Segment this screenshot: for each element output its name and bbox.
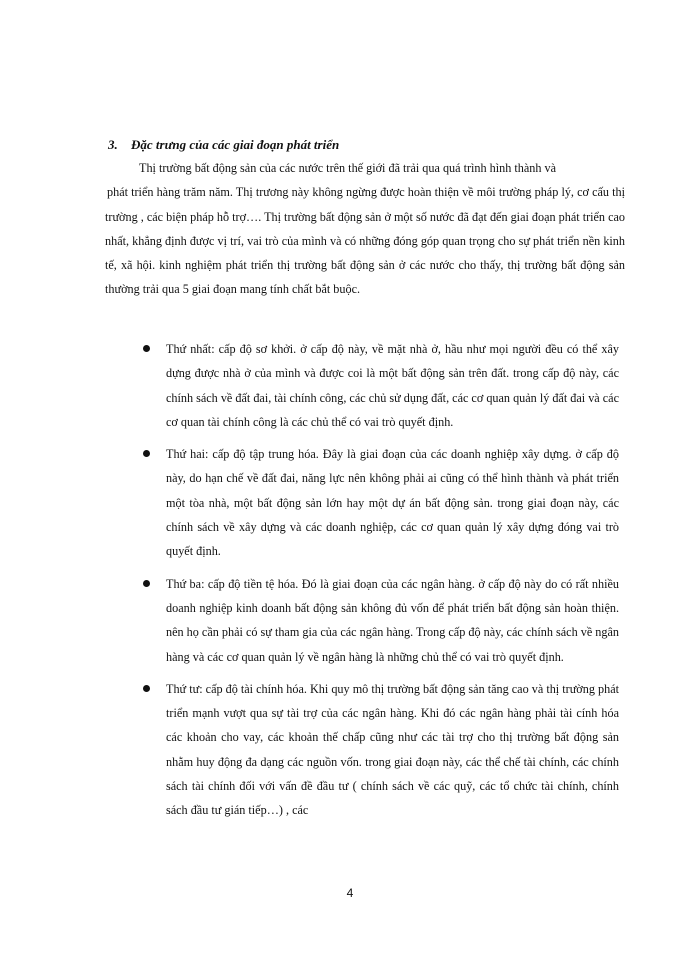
list-item <box>139 442 619 563</box>
intro-first-line: Thị trường bất động sản của các nước trên thế giới đã trải qua quá trình hình thành và <box>139 161 557 175</box>
list-item <box>139 677 619 823</box>
bullet-icon <box>143 685 150 692</box>
stage-list <box>139 337 619 831</box>
bullet-icon <box>143 450 150 457</box>
page-number: 4 <box>346 886 354 900</box>
intro-body: phát triển hàng trăm năm. Thị trương này không ngừng được hoàn thiện về môi trường pháp lý, cơ cấu thị trường , các biện pháp hỗ trợ…. Thị trường bất động sản ở một số nước đã đạt đến giai đoạn phát triển cao nhất, khẳng định được vị trí, vai trò của mình và có những đóng góp quan trọng cho sự phát triển nền kinh tế, xã hội. kinh nghiệm phát triển thị trường bất động sản ở các nước cho thấy, thị trường bất động sản thường trải qua 5 giai đoạn mang tính chất bắt buộc. <box>105 185 625 297</box>
section-number: 3. <box>108 137 118 152</box>
list-item-text: Thứ tư: cấp độ tài chính hóa. Khi quy mô thị trường bất động sản tăng cao và thị trường phát triển mạnh vượt qua sự tài trợ của các ngân hàng. Khi đó các ngân hàng phải tài cính hóa các khoản cho vay, các khoản thế chấp cũng như các tài trợ cho thị trường bất động sản nhằm huy động đa dạng các nguồn vốn. trong giai đoạn này, các thể chế tài chính, các chính sách tài chính đối với vấn đề đầu tư ( chính sách về các quỹ, các tổ chức tài chính, chính sách đầu tư gián tiếp…) , các <box>166 681 619 818</box>
list-item <box>139 337 619 434</box>
bullet-icon <box>143 580 150 587</box>
bullet-icon <box>143 345 150 352</box>
section-heading <box>108 137 339 153</box>
list-item-text: Thứ hai: cấp độ tập trung hóa. Đây là giai đoạn của các doanh nghiệp xây dựng. ở cấp độ này, do hạn chế về đất đai, năng lực nên không phải ai cũng có thể hình thành và phát triển một tòa nhà, một bất động sản lớn hay một dự án bất động sản. trong giai đoạn này, các chính sách về xây dựng và các doanh nghiệp, các cơ quan quản lý xây dựng đóng vai trò quyết định. <box>166 447 619 559</box>
list-item <box>139 572 619 669</box>
intro-paragraph <box>105 156 625 302</box>
section-title: Đặc trưng của các giai đoạn phát triển <box>131 137 340 152</box>
list-item-text: Thứ ba: cấp độ tiền tệ hóa. Đó là giai đoạn của các ngân hàng. ở cấp độ này do có rất nhiều doanh nghiệp kinh doanh bất động sản không đủ vốn để phát triển bất động sản hoàn thiện. nên họ cần phải có sự tham gia của các ngân hàng. Trong cấp độ này, các chính sách về ngân hàng và các cơ quan quản lý về ngân hàng là những chủ thể có vai trò quyết định. <box>166 576 619 664</box>
list-item-text: Thứ nhất: cấp độ sơ khởi. ở cấp độ này, về mặt nhà ở, hầu như mọi người đều có thể xây dựng được nhà ở của mình và được coi là một bất động sản trên đất. trong cấp độ này, các chính sách về đất đai, tài chính công, các chủ sử dụng đất, các cơ quan quản lý đất đai và các cơ quan tài chính công là các chủ thể có vai trò quyết định. <box>166 342 619 429</box>
